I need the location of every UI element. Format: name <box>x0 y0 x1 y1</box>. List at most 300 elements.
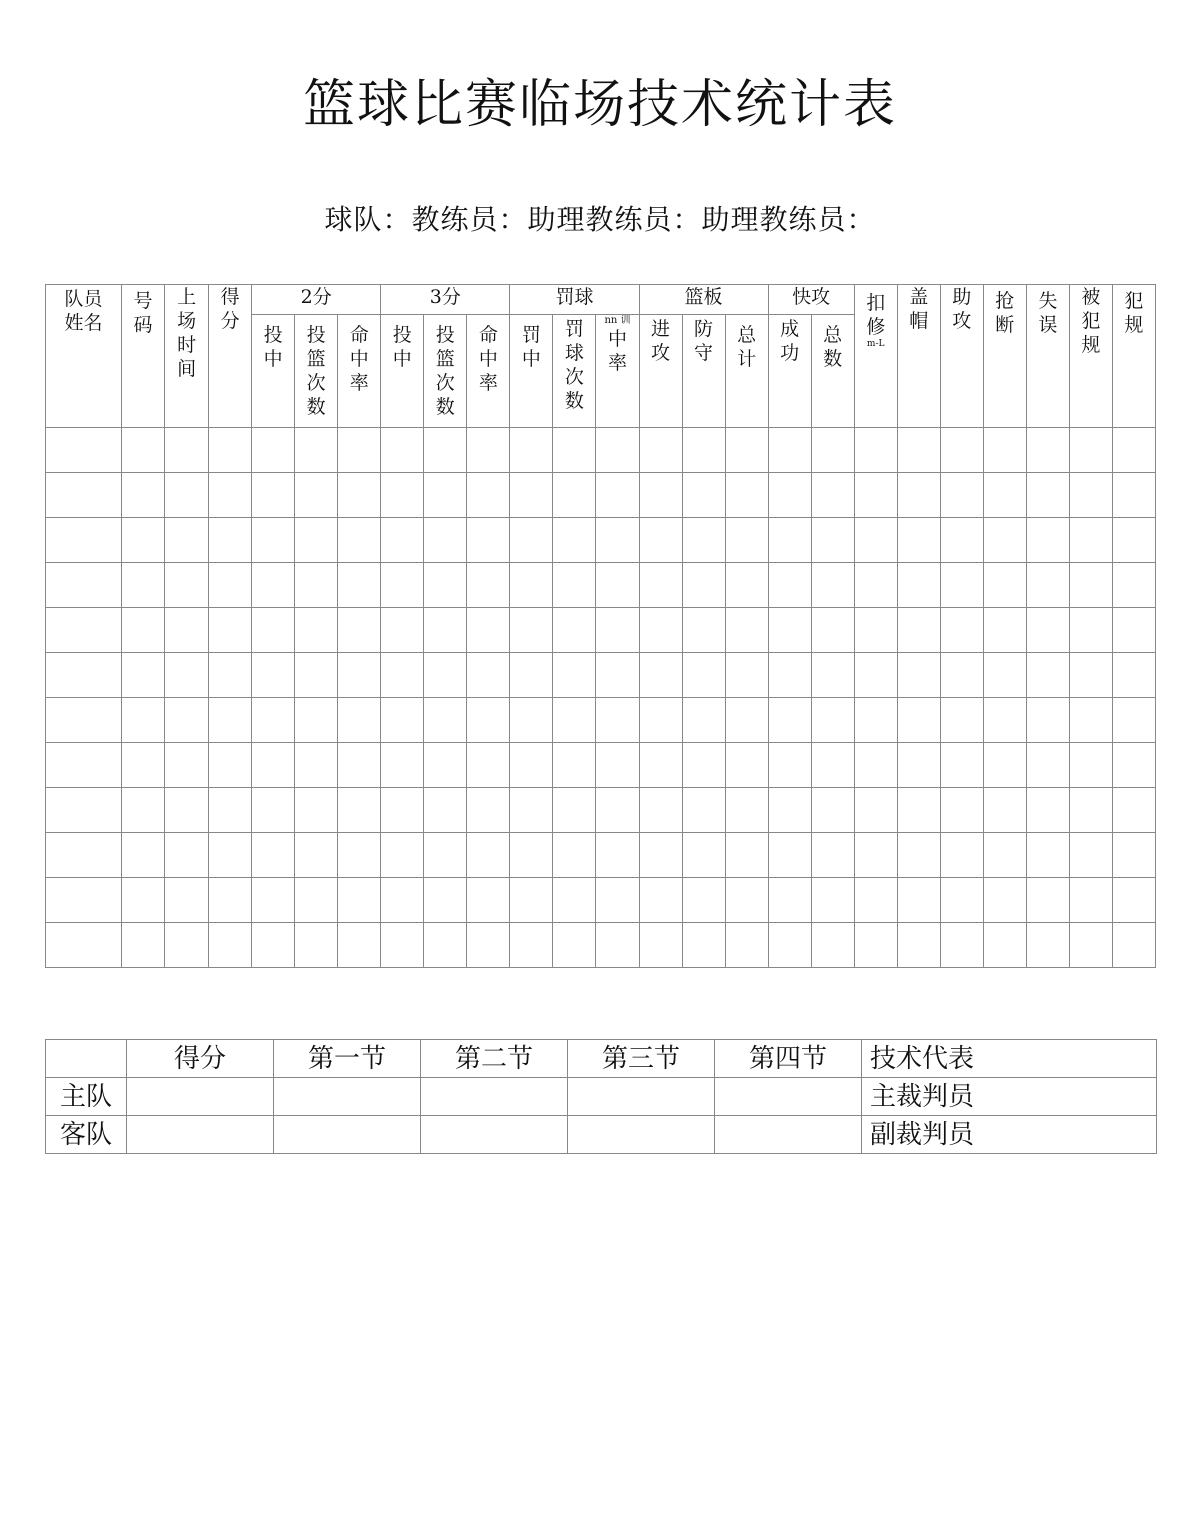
stat-cell[interactable] <box>811 788 854 833</box>
stat-cell[interactable] <box>1112 518 1155 563</box>
stat-cell[interactable] <box>983 698 1026 743</box>
stat-cell[interactable] <box>1026 878 1069 923</box>
stat-cell[interactable] <box>424 878 467 923</box>
stat-cell[interactable] <box>165 563 209 608</box>
stat-cell[interactable] <box>596 788 639 833</box>
stat-cell[interactable] <box>510 518 553 563</box>
stat-cell[interactable] <box>165 653 209 698</box>
stat-cell[interactable] <box>467 473 510 518</box>
stat-cell[interactable] <box>596 878 639 923</box>
stat-cell[interactable] <box>553 428 596 473</box>
stat-cell[interactable] <box>983 923 1026 968</box>
stat-cell[interactable] <box>338 653 381 698</box>
stat-cell[interactable] <box>46 653 122 698</box>
stat-cell[interactable] <box>424 428 467 473</box>
stat-cell[interactable] <box>381 473 424 518</box>
score-cell[interactable] <box>421 1078 568 1116</box>
stat-cell[interactable] <box>1026 473 1069 518</box>
stat-cell[interactable] <box>122 698 165 743</box>
stat-cell[interactable] <box>165 428 209 473</box>
stat-cell[interactable] <box>854 653 897 698</box>
stat-cell[interactable] <box>295 698 338 743</box>
stat-cell[interactable] <box>209 698 252 743</box>
stat-cell[interactable] <box>381 923 424 968</box>
stat-cell[interactable] <box>1026 698 1069 743</box>
stat-cell[interactable] <box>811 608 854 653</box>
stat-cell[interactable] <box>639 428 682 473</box>
stat-cell[interactable] <box>209 518 252 563</box>
stat-cell[interactable] <box>553 743 596 788</box>
stat-cell[interactable] <box>1069 518 1112 563</box>
stat-cell[interactable] <box>122 518 165 563</box>
score-cell[interactable] <box>715 1116 862 1154</box>
stat-cell[interactable] <box>165 923 209 968</box>
stat-cell[interactable] <box>252 518 295 563</box>
stat-cell[interactable] <box>1026 518 1069 563</box>
stat-cell[interactable] <box>940 563 983 608</box>
stat-cell[interactable] <box>1026 653 1069 698</box>
stat-cell[interactable] <box>122 563 165 608</box>
stat-cell[interactable] <box>682 878 725 923</box>
stat-cell[interactable] <box>467 923 510 968</box>
stat-cell[interactable] <box>553 878 596 923</box>
stat-cell[interactable] <box>165 743 209 788</box>
stat-cell[interactable] <box>1026 923 1069 968</box>
stat-cell[interactable] <box>639 563 682 608</box>
stat-cell[interactable] <box>381 518 424 563</box>
stat-cell[interactable] <box>682 563 725 608</box>
stat-cell[interactable] <box>1069 833 1112 878</box>
stat-cell[interactable] <box>122 833 165 878</box>
stat-cell[interactable] <box>725 698 768 743</box>
stat-cell[interactable] <box>381 653 424 698</box>
stat-cell[interactable] <box>639 878 682 923</box>
stat-cell[interactable] <box>1069 608 1112 653</box>
stat-cell[interactable] <box>596 428 639 473</box>
stat-cell[interactable] <box>122 608 165 653</box>
stat-cell[interactable] <box>768 743 811 788</box>
stat-cell[interactable] <box>940 653 983 698</box>
stat-cell[interactable] <box>1069 788 1112 833</box>
stat-cell[interactable] <box>252 788 295 833</box>
stat-cell[interactable] <box>854 743 897 788</box>
stat-cell[interactable] <box>424 788 467 833</box>
stat-cell[interactable] <box>510 833 553 878</box>
stat-cell[interactable] <box>596 563 639 608</box>
stat-cell[interactable] <box>338 518 381 563</box>
stat-cell[interactable] <box>295 428 338 473</box>
stat-cell[interactable] <box>122 788 165 833</box>
stat-cell[interactable] <box>768 653 811 698</box>
stat-cell[interactable] <box>897 923 940 968</box>
stat-cell[interactable] <box>897 698 940 743</box>
stat-cell[interactable] <box>725 518 768 563</box>
stat-cell[interactable] <box>295 788 338 833</box>
stat-cell[interactable] <box>46 473 122 518</box>
stat-cell[interactable] <box>639 923 682 968</box>
stat-cell[interactable] <box>295 923 338 968</box>
stat-cell[interactable] <box>897 833 940 878</box>
stat-cell[interactable] <box>811 743 854 788</box>
stat-cell[interactable] <box>596 608 639 653</box>
stat-cell[interactable] <box>811 698 854 743</box>
stat-cell[interactable] <box>854 923 897 968</box>
stat-cell[interactable] <box>596 653 639 698</box>
stat-cell[interactable] <box>983 653 1026 698</box>
stat-cell[interactable] <box>209 608 252 653</box>
stat-cell[interactable] <box>338 788 381 833</box>
stat-cell[interactable] <box>553 653 596 698</box>
stat-cell[interactable] <box>209 923 252 968</box>
stat-cell[interactable] <box>381 698 424 743</box>
stat-cell[interactable] <box>424 923 467 968</box>
stat-cell[interactable] <box>209 563 252 608</box>
stat-cell[interactable] <box>467 698 510 743</box>
stat-cell[interactable] <box>682 428 725 473</box>
stat-cell[interactable] <box>338 608 381 653</box>
stat-cell[interactable] <box>725 878 768 923</box>
stat-cell[interactable] <box>639 833 682 878</box>
stat-cell[interactable] <box>811 563 854 608</box>
stat-cell[interactable] <box>510 473 553 518</box>
stat-cell[interactable] <box>338 743 381 788</box>
stat-cell[interactable] <box>553 563 596 608</box>
stat-cell[interactable] <box>510 428 553 473</box>
stat-cell[interactable] <box>122 473 165 518</box>
stat-cell[interactable] <box>381 833 424 878</box>
stat-cell[interactable] <box>1069 653 1112 698</box>
stat-cell[interactable] <box>1112 878 1155 923</box>
stat-cell[interactable] <box>1069 473 1112 518</box>
stat-cell[interactable] <box>639 743 682 788</box>
stat-cell[interactable] <box>424 698 467 743</box>
stat-cell[interactable] <box>639 473 682 518</box>
stat-cell[interactable] <box>940 698 983 743</box>
stat-cell[interactable] <box>811 653 854 698</box>
stat-cell[interactable] <box>1112 428 1155 473</box>
stat-cell[interactable] <box>725 428 768 473</box>
stat-cell[interactable] <box>338 878 381 923</box>
stat-cell[interactable] <box>295 518 338 563</box>
stat-cell[interactable] <box>338 428 381 473</box>
stat-cell[interactable] <box>467 878 510 923</box>
stat-cell[interactable] <box>854 518 897 563</box>
stat-cell[interactable] <box>596 698 639 743</box>
stat-cell[interactable] <box>424 518 467 563</box>
stat-cell[interactable] <box>897 653 940 698</box>
stat-cell[interactable] <box>338 563 381 608</box>
stat-cell[interactable] <box>165 608 209 653</box>
stat-cell[interactable] <box>596 833 639 878</box>
stat-cell[interactable] <box>553 698 596 743</box>
stat-cell[interactable] <box>1026 833 1069 878</box>
stat-cell[interactable] <box>897 563 940 608</box>
stat-cell[interactable] <box>811 878 854 923</box>
stat-cell[interactable] <box>46 833 122 878</box>
stat-cell[interactable] <box>682 833 725 878</box>
stat-cell[interactable] <box>381 608 424 653</box>
stat-cell[interactable] <box>510 653 553 698</box>
stat-cell[interactable] <box>768 878 811 923</box>
stat-cell[interactable] <box>854 608 897 653</box>
stat-cell[interactable] <box>940 743 983 788</box>
stat-cell[interactable] <box>252 473 295 518</box>
stat-cell[interactable] <box>510 878 553 923</box>
stat-cell[interactable] <box>768 923 811 968</box>
stat-cell[interactable] <box>467 608 510 653</box>
stat-cell[interactable] <box>122 878 165 923</box>
stat-cell[interactable] <box>1112 788 1155 833</box>
stat-cell[interactable] <box>725 788 768 833</box>
stat-cell[interactable] <box>682 473 725 518</box>
stat-cell[interactable] <box>768 608 811 653</box>
stat-cell[interactable] <box>46 923 122 968</box>
stat-cell[interactable] <box>46 878 122 923</box>
stat-cell[interactable] <box>725 473 768 518</box>
stat-cell[interactable] <box>424 608 467 653</box>
stat-cell[interactable] <box>811 518 854 563</box>
stat-cell[interactable] <box>811 833 854 878</box>
stat-cell[interactable] <box>682 518 725 563</box>
stat-cell[interactable] <box>1069 698 1112 743</box>
stat-cell[interactable] <box>983 428 1026 473</box>
stat-cell[interactable] <box>940 428 983 473</box>
stat-cell[interactable] <box>725 833 768 878</box>
stat-cell[interactable] <box>510 923 553 968</box>
stat-cell[interactable] <box>252 878 295 923</box>
stat-cell[interactable] <box>983 743 1026 788</box>
stat-cell[interactable] <box>424 563 467 608</box>
stat-cell[interactable] <box>295 878 338 923</box>
stat-cell[interactable] <box>338 833 381 878</box>
stat-cell[interactable] <box>768 518 811 563</box>
stat-cell[interactable] <box>811 428 854 473</box>
stat-cell[interactable] <box>1069 743 1112 788</box>
stat-cell[interactable] <box>252 923 295 968</box>
stat-cell[interactable] <box>1026 563 1069 608</box>
stat-cell[interactable] <box>252 563 295 608</box>
stat-cell[interactable] <box>768 428 811 473</box>
stat-cell[interactable] <box>725 563 768 608</box>
stat-cell[interactable] <box>897 518 940 563</box>
stat-cell[interactable] <box>940 518 983 563</box>
stat-cell[interactable] <box>424 653 467 698</box>
stat-cell[interactable] <box>682 788 725 833</box>
stat-cell[interactable] <box>940 473 983 518</box>
stat-cell[interactable] <box>682 653 725 698</box>
stat-cell[interactable] <box>897 878 940 923</box>
stat-cell[interactable] <box>553 473 596 518</box>
stat-cell[interactable] <box>897 473 940 518</box>
stat-cell[interactable] <box>295 653 338 698</box>
stat-cell[interactable] <box>165 473 209 518</box>
stat-cell[interactable] <box>596 473 639 518</box>
score-cell[interactable] <box>568 1116 715 1154</box>
stat-cell[interactable] <box>209 833 252 878</box>
stat-cell[interactable] <box>165 833 209 878</box>
stat-cell[interactable] <box>596 518 639 563</box>
stat-cell[interactable] <box>1069 878 1112 923</box>
stat-cell[interactable] <box>1112 563 1155 608</box>
stat-cell[interactable] <box>854 563 897 608</box>
score-cell[interactable] <box>127 1116 274 1154</box>
stat-cell[interactable] <box>897 608 940 653</box>
stat-cell[interactable] <box>467 563 510 608</box>
stat-cell[interactable] <box>940 923 983 968</box>
stat-cell[interactable] <box>1069 563 1112 608</box>
stat-cell[interactable] <box>467 788 510 833</box>
stat-cell[interactable] <box>1112 473 1155 518</box>
score-cell[interactable] <box>421 1116 568 1154</box>
stat-cell[interactable] <box>854 878 897 923</box>
stat-cell[interactable] <box>1112 833 1155 878</box>
stat-cell[interactable] <box>811 923 854 968</box>
stat-cell[interactable] <box>768 563 811 608</box>
stat-cell[interactable] <box>553 788 596 833</box>
stat-cell[interactable] <box>1112 698 1155 743</box>
stat-cell[interactable] <box>1112 923 1155 968</box>
stat-cell[interactable] <box>252 653 295 698</box>
stat-cell[interactable] <box>596 743 639 788</box>
stat-cell[interactable] <box>682 698 725 743</box>
stat-cell[interactable] <box>682 608 725 653</box>
stat-cell[interactable] <box>1026 428 1069 473</box>
stat-cell[interactable] <box>46 608 122 653</box>
stat-cell[interactable] <box>165 788 209 833</box>
stat-cell[interactable] <box>424 743 467 788</box>
stat-cell[interactable] <box>725 653 768 698</box>
stat-cell[interactable] <box>338 923 381 968</box>
stat-cell[interactable] <box>596 923 639 968</box>
stat-cell[interactable] <box>553 833 596 878</box>
stat-cell[interactable] <box>46 563 122 608</box>
score-cell[interactable] <box>127 1078 274 1116</box>
stat-cell[interactable] <box>768 788 811 833</box>
stat-cell[interactable] <box>122 743 165 788</box>
stat-cell[interactable] <box>295 833 338 878</box>
stat-cell[interactable] <box>338 473 381 518</box>
stat-cell[interactable] <box>983 878 1026 923</box>
stat-cell[interactable] <box>467 428 510 473</box>
stat-cell[interactable] <box>252 698 295 743</box>
stat-cell[interactable] <box>983 788 1026 833</box>
stat-cell[interactable] <box>553 923 596 968</box>
stat-cell[interactable] <box>897 428 940 473</box>
score-cell[interactable] <box>274 1078 421 1116</box>
stat-cell[interactable] <box>381 743 424 788</box>
stat-cell[interactable] <box>854 698 897 743</box>
stat-cell[interactable] <box>639 518 682 563</box>
stat-cell[interactable] <box>46 743 122 788</box>
stat-cell[interactable] <box>1026 743 1069 788</box>
stat-cell[interactable] <box>983 563 1026 608</box>
stat-cell[interactable] <box>381 878 424 923</box>
stat-cell[interactable] <box>510 563 553 608</box>
stat-cell[interactable] <box>811 473 854 518</box>
stat-cell[interactable] <box>897 743 940 788</box>
stat-cell[interactable] <box>553 518 596 563</box>
stat-cell[interactable] <box>940 788 983 833</box>
stat-cell[interactable] <box>854 788 897 833</box>
stat-cell[interactable] <box>467 518 510 563</box>
stat-cell[interactable] <box>122 428 165 473</box>
stat-cell[interactable] <box>46 788 122 833</box>
stat-cell[interactable] <box>983 833 1026 878</box>
stat-cell[interactable] <box>209 788 252 833</box>
stat-cell[interactable] <box>639 608 682 653</box>
stat-cell[interactable] <box>252 428 295 473</box>
stat-cell[interactable] <box>467 743 510 788</box>
stat-cell[interactable] <box>983 518 1026 563</box>
stat-cell[interactable] <box>940 878 983 923</box>
stat-cell[interactable] <box>467 653 510 698</box>
stat-cell[interactable] <box>854 473 897 518</box>
stat-cell[interactable] <box>1069 428 1112 473</box>
stat-cell[interactable] <box>252 833 295 878</box>
stat-cell[interactable] <box>252 608 295 653</box>
stat-cell[interactable] <box>46 518 122 563</box>
stat-cell[interactable] <box>940 833 983 878</box>
stat-cell[interactable] <box>1112 653 1155 698</box>
score-cell[interactable] <box>715 1078 862 1116</box>
stat-cell[interactable] <box>854 428 897 473</box>
stat-cell[interactable] <box>983 608 1026 653</box>
stat-cell[interactable] <box>209 743 252 788</box>
stat-cell[interactable] <box>725 608 768 653</box>
stat-cell[interactable] <box>209 878 252 923</box>
stat-cell[interactable] <box>467 833 510 878</box>
stat-cell[interactable] <box>897 788 940 833</box>
stat-cell[interactable] <box>639 698 682 743</box>
score-cell[interactable] <box>568 1078 715 1116</box>
stat-cell[interactable] <box>510 788 553 833</box>
stat-cell[interactable] <box>209 653 252 698</box>
stat-cell[interactable] <box>725 743 768 788</box>
stat-cell[interactable] <box>46 428 122 473</box>
stat-cell[interactable] <box>295 743 338 788</box>
stat-cell[interactable] <box>854 833 897 878</box>
stat-cell[interactable] <box>295 608 338 653</box>
stat-cell[interactable] <box>940 608 983 653</box>
stat-cell[interactable] <box>983 473 1026 518</box>
stat-cell[interactable] <box>639 653 682 698</box>
stat-cell[interactable] <box>338 698 381 743</box>
stat-cell[interactable] <box>165 698 209 743</box>
stat-cell[interactable] <box>295 473 338 518</box>
stat-cell[interactable] <box>768 698 811 743</box>
stat-cell[interactable] <box>510 698 553 743</box>
stat-cell[interactable] <box>209 428 252 473</box>
stat-cell[interactable] <box>510 743 553 788</box>
stat-cell[interactable] <box>768 473 811 518</box>
stat-cell[interactable] <box>1112 743 1155 788</box>
stat-cell[interactable] <box>46 698 122 743</box>
stat-cell[interactable] <box>424 833 467 878</box>
stat-cell[interactable] <box>1026 788 1069 833</box>
stat-cell[interactable] <box>1069 923 1112 968</box>
stat-cell[interactable] <box>424 473 467 518</box>
stat-cell[interactable] <box>1026 608 1069 653</box>
stat-cell[interactable] <box>209 473 252 518</box>
stat-cell[interactable] <box>725 923 768 968</box>
stat-cell[interactable] <box>122 923 165 968</box>
stat-cell[interactable] <box>1112 608 1155 653</box>
stat-cell[interactable] <box>165 878 209 923</box>
stat-cell[interactable] <box>295 563 338 608</box>
stat-cell[interactable] <box>122 653 165 698</box>
stat-cell[interactable] <box>381 788 424 833</box>
stat-cell[interactable] <box>381 563 424 608</box>
